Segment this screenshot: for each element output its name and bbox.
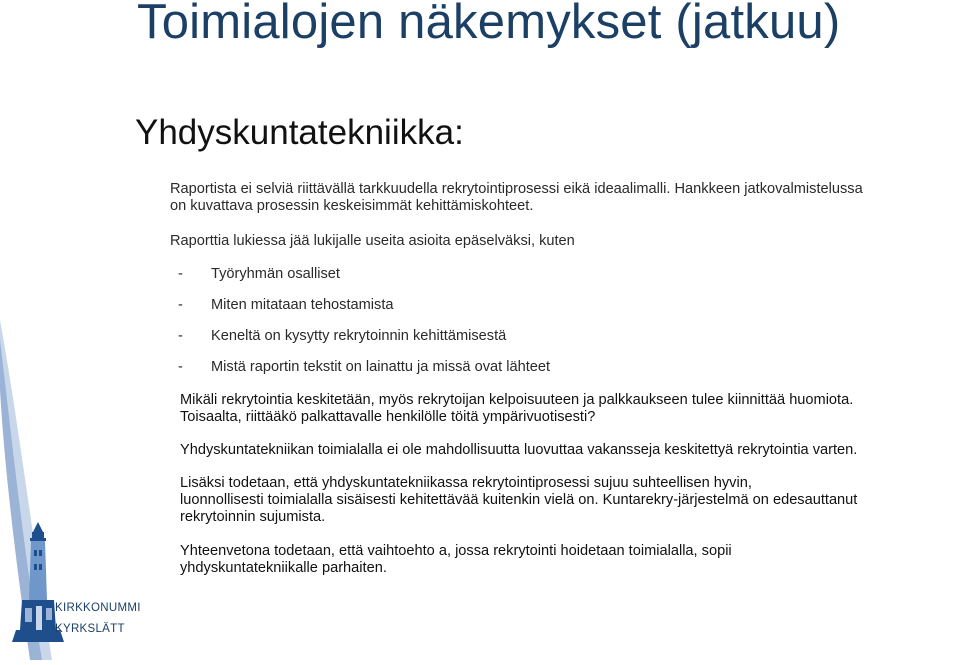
paragraph-process-status <box>180 475 857 526</box>
paragraph-line: Lisäksi todetaan, että yhdyskuntatekniikassa rekrytointiprosessi sujuu suhteellisen hyvin, <box>180 475 752 491</box>
paragraph-line: yhdyskuntatekniikalle parhaiten. <box>180 560 387 576</box>
intro-paragraph <box>170 181 863 215</box>
bullet-dash: - <box>178 297 183 313</box>
paragraph-recruitment-centralization <box>180 392 853 426</box>
list-item-text: Keneltä on kysytty rekrytoinnin kehittämisestä <box>211 328 507 344</box>
section-subtitle: Yhdyskuntatekniikka: <box>135 113 464 152</box>
bullet-dash: - <box>178 359 183 375</box>
intro-line: Raportista ei selviä riittävällä tarkkuudella rekrytointiprosessi eikä ideaalimalli. Hankkeen jatkovalmistelussa <box>170 181 863 197</box>
list-item-text: Mistä raportin tekstit on lainattu ja missä ovat lähteet <box>211 359 551 375</box>
logo-text-swedish: KYRKSLÄTT <box>55 623 125 635</box>
bullet-dash: - <box>178 328 183 344</box>
list-intro: Raporttia lukiessa jää lukijalle useita asioita epäselväksi, kuten <box>170 233 575 249</box>
slide-title: Toimialojen näkemykset (jatkuu) <box>137 0 841 49</box>
bullet-dash: - <box>178 266 183 282</box>
list-item-text: Työryhmän osalliset <box>211 266 340 282</box>
paragraph-summary <box>180 543 732 577</box>
paragraph-line: Toisaalta, riittääkö palkattavalle henkilölle töitä ympärivuotisesti? <box>180 409 596 425</box>
paragraph-line: luonnollisesti toimialalla sisäisesti kehitettävää kuitenkin vielä on. Kuntarekry-järjestelmä on edesauttanut <box>180 492 858 508</box>
paragraph-line: Yhdyskuntatekniikan toimialalla ei ole mahdollisuutta luovuttaa vakansseja keskitettyä rekrytointia varten. <box>180 442 858 458</box>
paragraph-vacancies <box>180 442 857 459</box>
paragraph-line: rekrytoinnin sujumista. <box>180 509 326 525</box>
list-item-text: Miten mitataan tehostamista <box>211 297 394 313</box>
logo-text-finnish: KIRKKONUMMI <box>55 602 141 614</box>
intro-line: on kuvattava prosessin keskeisimmät kehittämiskohteet. <box>170 198 534 214</box>
paragraph-line: Yhteenvetona todetaan, että vaihtoehto a, jossa rekrytointi hoidetaan toimialalla, sopii <box>180 543 732 559</box>
municipality-logo <box>0 300 140 660</box>
paragraph-line: Mikäli rekrytointia keskitetään, myös rekrytoijan kelpoisuuteen ja palkkaukseen tulee kiinnittää huomiota. <box>180 392 854 408</box>
